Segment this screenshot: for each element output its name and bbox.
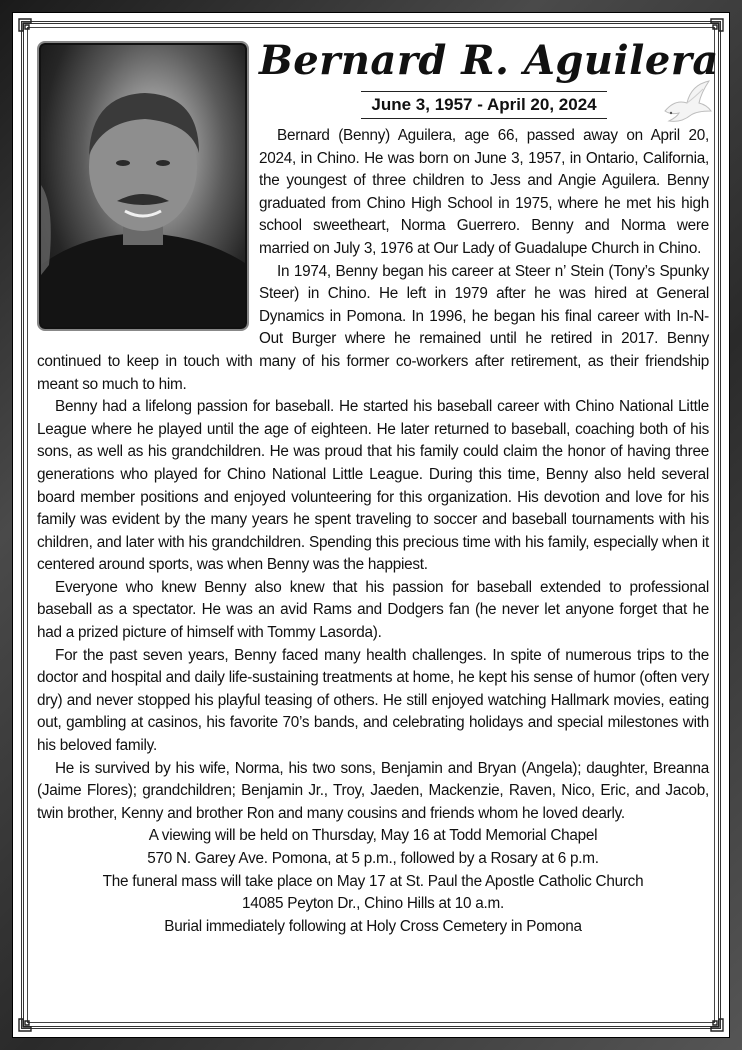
service-information xyxy=(37,825,709,938)
service-line: 570 N. Garey Ave. Pomona, at 5 p.m., followed by a Rosary at 6 p.m. xyxy=(147,850,599,867)
service-line: Burial immediately following at Holy Cross Cemetery in Pomona xyxy=(164,917,582,935)
obituary-frame xyxy=(12,12,730,1038)
dove-icon xyxy=(657,77,715,127)
portrait-photo xyxy=(39,43,247,329)
ornamental-corner-icon xyxy=(17,1011,39,1033)
service-line: The funeral mass will take place on May 17 at St. Paul the Apostle Catholic Church xyxy=(102,872,644,890)
life-dates: June 3, 1957 - April 20, 2024 xyxy=(361,91,606,119)
obituary-paragraph: Everyone who knew Benny also knew that his passion for baseball extended to professional baseball as a spectator. He was an avid Rams and Dodgers fan (he never let anyone forget that he had a prized picture of himself with Tommy Lasorda). xyxy=(37,578,709,642)
service-line: A viewing will be held on Thursday, May 16 at Todd Memorial Chapel xyxy=(148,827,598,845)
obituary-paragraph: Benny had a lifelong passion for baseball. He started his baseball career with Chino National Little League where he played until the age of eighteen. He later returned to baseball, coaching both of his sons, as well as his grandchildren. He was proud that his family could claim the honor of having three generations who played for Chino National Little League. During this time, Benny also held several board member positions and enjoyed volunteering for this organization. His devotion and love for his family was evident by the many years he spent traveling to soccer and baseball tournaments with his children, and later with his grandchildren. Spending this precious time with his family, especially when it centered around sports, was when Benny was the happiest. xyxy=(37,398,709,574)
obituary-paragraph: For the past seven years, Benny faced many health challenges. In spite of numerous trips to the doctor and hospital and daily life-sustaining treatments at home, he kept his sense of humor (often very dry) and never stopped his playful teasing of others. He still enjoyed watching Hallmark movies, eating out, gambling at casinos, his favorite 70’s bands, and celebrating holidays and special milestones with his beloved family. xyxy=(37,646,709,755)
obituary-paragraph: In 1974, Benny began his career at Steer n’ Stein (Tony’s Spunky Steer) in Chino. He left in 1979 after he was hired at General Dynamics in Pomona. In 1996, he began his final career with In-N-Out Burger where he remained until he retired in 2017. Benny continued to keep in touch with many of his former co-workers after retirement, as their friendship meant so much to him. xyxy=(37,262,709,393)
obituary-paragraph: Bernard (Benny) Aguilera, age 66, passed away on April 20, 2024, in Chino. He was born on June 3, 1957, in Ontario, California, the youngest of three children to Jess and Angie Aguilera. Benny graduated from Chino High School in 1975, where he met his high school sweetheart, Norma Guerrero. Benny and Norma were married on July 3, 1976 at Our Lady of Guadalupe Church in Chino. xyxy=(259,127,709,257)
dates-section xyxy=(37,91,709,119)
ornamental-corner-icon xyxy=(17,17,39,39)
portrait-figure xyxy=(41,45,245,327)
obituary-name: Bernard R. Aguilera xyxy=(259,37,719,84)
obituary-content xyxy=(37,35,719,1017)
service-line: 14085 Peyton Dr., Chino Hills at 10 a.m. xyxy=(241,895,505,913)
obituary-paragraph: He is survived by his wife, Norma, his two sons, Benjamin and Bryan (Angela); daughter, Breanna (Jaime Flores); grandchildren; Benjamin Jr., Troy, Jaeden, Mackenzie, Raven, Nico, Eric, and Jacob, twin brother, Kenny and brother Ron and many cousins and friends whom he loved dearly. xyxy=(37,759,709,822)
